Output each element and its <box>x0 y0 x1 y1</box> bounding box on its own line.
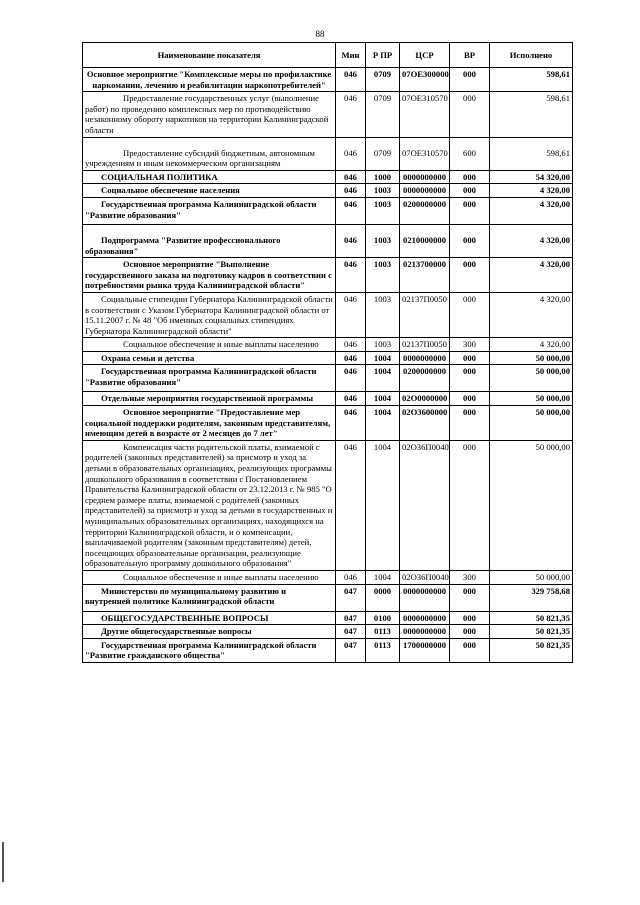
row-min-cell: 046 <box>336 365 366 392</box>
row-vr-cell: 000 <box>450 440 490 570</box>
row-name-cell: Другие общегосударственные вопросы <box>83 625 336 639</box>
row-csr-cell: 0000000000 <box>400 351 450 365</box>
row-value-cell: 50 821,35 <box>490 611 573 625</box>
table-row <box>83 570 573 584</box>
table-header-row <box>83 43 573 68</box>
table-row <box>83 365 573 392</box>
row-name-cell: Предоставление государственных услуг (выполнение работ) по проведению комплексных мер по противодействию незаконному обороту наркотиков на территории Калининградской области <box>83 92 336 137</box>
table-row <box>83 197 573 224</box>
header-name: Наименование показателя <box>83 43 336 68</box>
row-rpr-cell: 0113 <box>366 638 400 662</box>
header-value: Исполнено <box>490 43 573 68</box>
row-csr-cell: 0000000000 <box>400 611 450 625</box>
row-min-cell: 047 <box>336 625 366 639</box>
table-row <box>83 584 573 611</box>
row-vr-cell: 600 <box>450 137 490 170</box>
row-csr-cell: 0200000000 <box>400 197 450 224</box>
row-vr-cell: 000 <box>450 224 490 257</box>
row-vr-cell: 000 <box>450 184 490 198</box>
row-value-cell: 329 758,68 <box>490 584 573 611</box>
header-vr: ВР <box>450 43 490 68</box>
row-name-cell: Предоставление субсидий бюджетным, автономным учреждениям и иным некоммерческим организациям <box>83 137 336 170</box>
table-row <box>83 292 573 337</box>
row-name-cell: Основное мероприятие "Предоставление мер социальной поддержки родителям, законным представителям, имеющим детей в возрасте от 2 месяцев до 7 лет" <box>83 406 336 441</box>
row-value-cell: 50 821,35 <box>490 625 573 639</box>
row-name-cell: Основное мероприятие "Выполнение государственного заказа на подготовку кадров в соответствии с потребностями рынка труда Калининградской области" <box>83 258 336 293</box>
row-value-cell: 4 320,00 <box>490 224 573 257</box>
row-min-cell: 047 <box>336 611 366 625</box>
row-vr-cell: 000 <box>450 611 490 625</box>
table-row <box>83 351 573 365</box>
header-min: Мин <box>336 43 366 68</box>
row-vr-cell: 000 <box>450 625 490 639</box>
row-csr-cell: 0210000000 <box>400 224 450 257</box>
table-row <box>83 224 573 257</box>
row-min-cell: 046 <box>336 440 366 570</box>
table-row <box>83 392 573 406</box>
row-value-cell: 54 320,00 <box>490 170 573 184</box>
row-name-cell: Социальное обеспечение и иные выплаты населению <box>83 570 336 584</box>
row-min-cell: 047 <box>336 584 366 611</box>
row-vr-cell: 300 <box>450 570 490 584</box>
row-min-cell: 046 <box>336 68 366 92</box>
table-row <box>83 170 573 184</box>
row-rpr-cell: 1003 <box>366 197 400 224</box>
row-rpr-cell: 1004 <box>366 365 400 392</box>
row-value-cell: 4 320,00 <box>490 338 573 352</box>
row-name-cell: Компенсация части родительской платы, взимаемой с родителей (законных представителей) за присмотр и уход за детьми в образовательных организациях, реализующих программы дошкольного образования в соответствии с Постановлением Правительства Калининградской области от 23.12.2013 г. № 985 "О среднем размере платы, взимаемой с родителей (законных представителей) за присмотр и уход за детьми в государственных и муниципальных образовательных организациях, находящихся на территории Калининградской области, и о компенсации, выплачиваемой родителям (законным представителям) детей, посещающих образовательные организации, реализующие образовательную программу дошкольного образования" <box>83 440 336 570</box>
row-min-cell: 046 <box>336 137 366 170</box>
row-min-cell: 047 <box>336 638 366 662</box>
row-rpr-cell: 0709 <box>366 68 400 92</box>
row-value-cell: 4 320,00 <box>490 258 573 293</box>
table-row <box>83 338 573 352</box>
row-rpr-cell: 1003 <box>366 292 400 337</box>
row-vr-cell: 000 <box>450 92 490 137</box>
row-rpr-cell: 0709 <box>366 92 400 137</box>
row-min-cell: 046 <box>336 406 366 441</box>
row-name-cell: Министерство по муниципальному развитию и внутренней политике Калининградской области <box>83 584 336 611</box>
table-row <box>83 137 573 170</box>
row-csr-cell: 02О36П0040 <box>400 570 450 584</box>
table-row <box>83 184 573 198</box>
row-min-cell: 046 <box>336 224 366 257</box>
row-csr-cell: 0000000000 <box>400 184 450 198</box>
row-csr-cell: 02137П0050 <box>400 292 450 337</box>
row-value-cell: 598,61 <box>490 92 573 137</box>
row-csr-cell: 02О0000000 <box>400 392 450 406</box>
row-vr-cell: 000 <box>450 258 490 293</box>
header-csr: ЦСР <box>400 43 450 68</box>
row-value-cell: 50 000,00 <box>490 440 573 570</box>
row-rpr-cell: 1004 <box>366 392 400 406</box>
row-rpr-cell: 1004 <box>366 351 400 365</box>
row-name-cell: Социальные стипендии Губернатора Калининградской области в соответствии с Указом Губернатора Калининградской области от 15.11.2007 г. № 48 "Об именных социальных стипендиях Губернатора Калининградской области" <box>83 292 336 337</box>
row-value-cell: 4 320,00 <box>490 184 573 198</box>
row-name-cell: Социальное обеспечение и иные выплаты населению <box>83 338 336 352</box>
row-value-cell: 50 000,00 <box>490 365 573 392</box>
row-rpr-cell: 1003 <box>366 184 400 198</box>
row-vr-cell: 000 <box>450 292 490 337</box>
row-csr-cell: 0000000000 <box>400 170 450 184</box>
row-value-cell: 598,61 <box>490 137 573 170</box>
left-margin-mark <box>2 842 4 882</box>
row-name-cell: Социальное обеспечение населения <box>83 184 336 198</box>
header-rpr: Р ПР <box>366 43 400 68</box>
table-row <box>83 68 573 92</box>
row-min-cell: 046 <box>336 170 366 184</box>
row-vr-cell: 000 <box>450 68 490 92</box>
row-min-cell: 046 <box>336 197 366 224</box>
row-rpr-cell: 0100 <box>366 611 400 625</box>
row-vr-cell: 000 <box>450 584 490 611</box>
table-row <box>83 611 573 625</box>
row-name-cell: Основное мероприятие "Комплексные меры по профилактике наркомании, лечению и реабилитации наркопотребителей" <box>83 68 336 92</box>
row-value-cell: 4 320,00 <box>490 197 573 224</box>
table-row <box>83 440 573 570</box>
row-csr-cell: 0213700000 <box>400 258 450 293</box>
row-csr-cell: 07ОЕ300000 <box>400 68 450 92</box>
row-value-cell: 50 000,00 <box>490 392 573 406</box>
row-value-cell: 50 000,00 <box>490 351 573 365</box>
row-value-cell: 50 821,35 <box>490 638 573 662</box>
row-name-cell: Подпрограмма "Развитие профессионального образования" <box>83 224 336 257</box>
row-name-cell: ОБЩЕГОСУДАРСТВЕННЫЕ ВОПРОСЫ <box>83 611 336 625</box>
row-csr-cell: 02О36П0040 <box>400 440 450 570</box>
row-value-cell: 50 000,00 <box>490 570 573 584</box>
row-csr-cell: 0200000000 <box>400 365 450 392</box>
row-csr-cell: 02О3600000 <box>400 406 450 441</box>
row-csr-cell: 07ОЕ310570 <box>400 137 450 170</box>
row-min-cell: 046 <box>336 570 366 584</box>
row-vr-cell: 300 <box>450 338 490 352</box>
table-body <box>83 68 573 663</box>
row-csr-cell: 0000000000 <box>400 625 450 639</box>
row-value-cell: 4 320,00 <box>490 292 573 337</box>
row-vr-cell: 000 <box>450 406 490 441</box>
row-min-cell: 046 <box>336 92 366 137</box>
row-rpr-cell: 1003 <box>366 258 400 293</box>
table-row <box>83 638 573 662</box>
row-rpr-cell: 1003 <box>366 338 400 352</box>
row-rpr-cell: 0709 <box>366 137 400 170</box>
table-row <box>83 258 573 293</box>
row-rpr-cell: 1000 <box>366 170 400 184</box>
row-min-cell: 046 <box>336 258 366 293</box>
row-rpr-cell: 1004 <box>366 406 400 441</box>
table-row <box>83 406 573 441</box>
row-rpr-cell: 1003 <box>366 224 400 257</box>
row-min-cell: 046 <box>336 392 366 406</box>
row-min-cell: 046 <box>336 351 366 365</box>
row-rpr-cell: 1004 <box>366 570 400 584</box>
row-name-cell: Государственная программа Калининградской области "Развитие образования" <box>83 365 336 392</box>
row-min-cell: 046 <box>336 292 366 337</box>
row-csr-cell: 02137П0050 <box>400 338 450 352</box>
row-vr-cell: 000 <box>450 351 490 365</box>
table-row <box>83 625 573 639</box>
row-csr-cell: 1700000000 <box>400 638 450 662</box>
row-name-cell: СОЦИАЛЬНАЯ ПОЛИТИКА <box>83 170 336 184</box>
row-name-cell: Охрана семьи и детства <box>83 351 336 365</box>
row-csr-cell: 07ОЕ310570 <box>400 92 450 137</box>
row-rpr-cell: 0113 <box>366 625 400 639</box>
row-vr-cell: 000 <box>450 197 490 224</box>
row-min-cell: 046 <box>336 184 366 198</box>
row-csr-cell: 0000000000 <box>400 584 450 611</box>
table-row <box>83 92 573 137</box>
budget-table <box>82 42 573 663</box>
row-min-cell: 046 <box>336 338 366 352</box>
row-vr-cell: 000 <box>450 638 490 662</box>
row-rpr-cell: 0000 <box>366 584 400 611</box>
row-value-cell: 50 000,00 <box>490 406 573 441</box>
row-name-cell: Отдельные мероприятия государственной программы <box>83 392 336 406</box>
row-vr-cell: 000 <box>450 392 490 406</box>
row-name-cell: Государственная программа Калининградской области "Развитие гражданского общества" <box>83 638 336 662</box>
row-value-cell: 598,61 <box>490 68 573 92</box>
page-number: 88 <box>315 29 325 39</box>
row-vr-cell: 000 <box>450 365 490 392</box>
row-name-cell: Государственная программа Калининградской области "Развитие образования" <box>83 197 336 224</box>
row-vr-cell: 000 <box>450 170 490 184</box>
row-rpr-cell: 1004 <box>366 440 400 570</box>
